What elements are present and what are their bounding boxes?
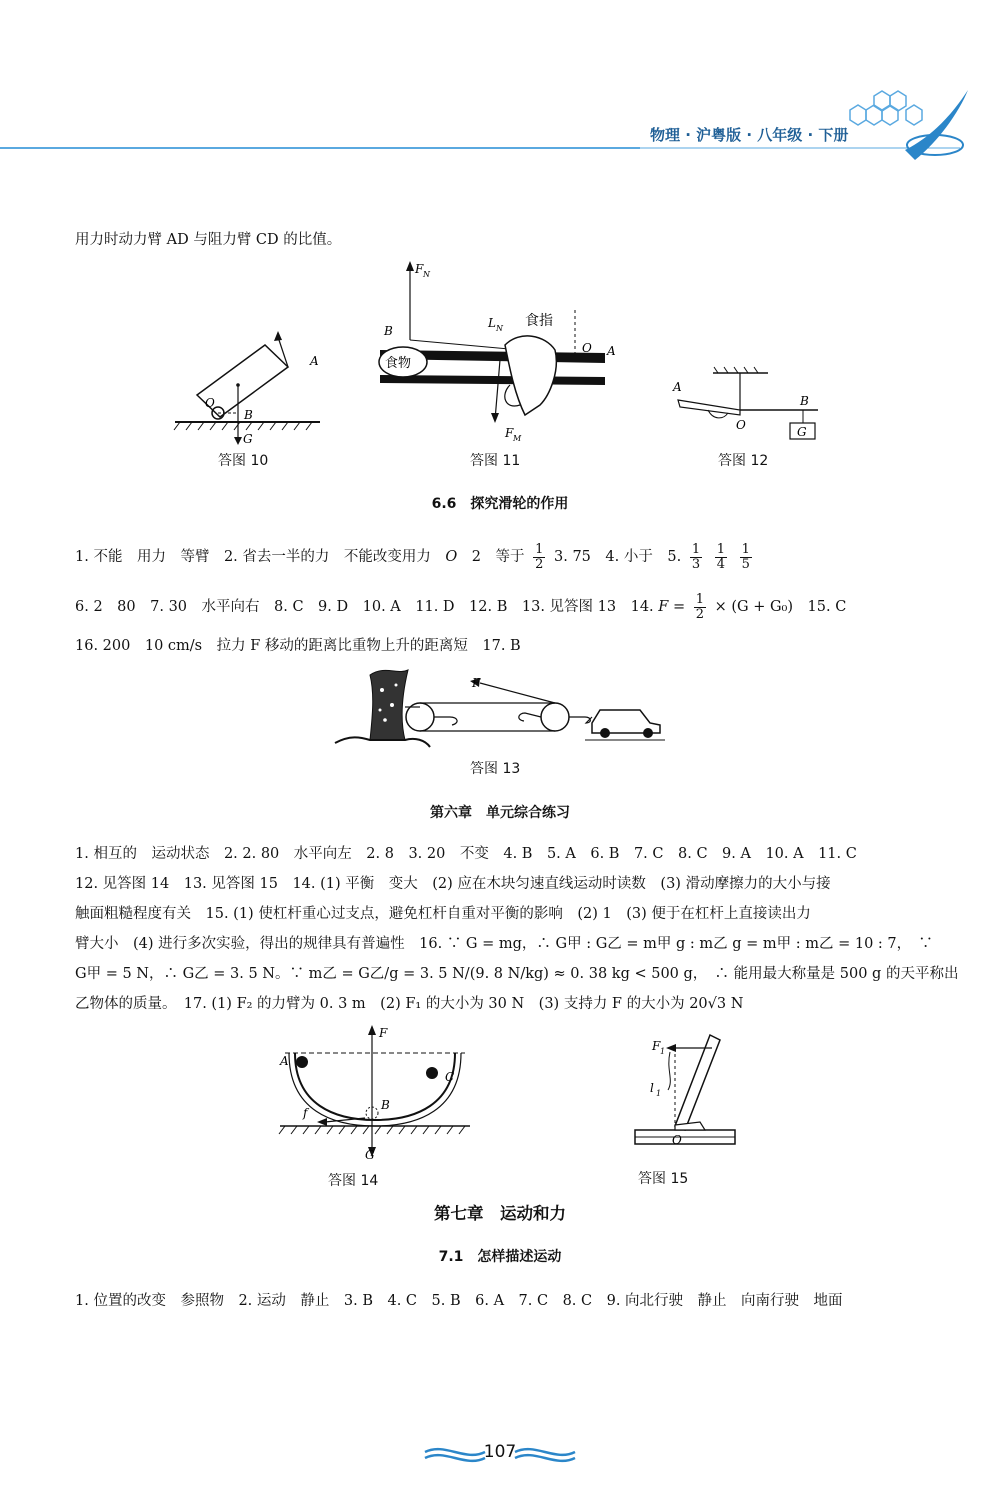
- figure-15: [630, 1030, 750, 1150]
- s66-line2-eq: =: [668, 599, 690, 615]
- s6u-line-2: 12. 见答图 14 13. 见答图 15 14. (1) 平衡 变大 (2) 应在木块匀速直线运动时读数 (3) 滑动摩擦力的大小与接: [75, 876, 831, 892]
- fig11-label-n: N: [423, 270, 430, 279]
- fig11-caption: 答图 11: [470, 453, 521, 469]
- fig14-label-f: F: [379, 1026, 388, 1040]
- fraction-1-3: $\frac{1}{3}$: [691, 541, 701, 572]
- fig12-label-o: O: [736, 418, 746, 432]
- section-unit-review-title: 第六章 单元综合练习: [430, 805, 570, 821]
- fig15-label-o: O: [672, 1133, 682, 1147]
- fraction-1-4: $\frac{1}{4}$: [716, 541, 725, 572]
- s6u-line-6: 乙物体的质量。 17. (1) F₂ 的力臂为 0. 3 m (2) F₁ 的大小为 30 N (3) 支持力 F 的大小为 20√3 N: [75, 996, 744, 1012]
- s6u-line-4: 臂大小 (4) 进行多次实验，得出的规律具有普遍性 16. ∵ G = mg，∴ G甲 : G乙 = m甲 g : m乙 g = m甲 : m乙 = 10 : 7， ∵: [75, 936, 933, 952]
- fraction-1-2-b: $\frac{1}{2}$: [695, 591, 704, 622]
- fig13-caption: 答图 13: [470, 761, 521, 777]
- fig15-label-l-sub: 1: [656, 1089, 662, 1098]
- fig11-label-l: L: [488, 316, 496, 330]
- page-number: 107: [483, 1442, 517, 1462]
- fig15-label-l: l: [650, 1081, 654, 1095]
- fig14-label-friction: f: [303, 1106, 308, 1120]
- s6u-line-5: G甲 = 5 N，∴ G乙 = 3. 5 N。∵ m乙 = G乙/g = 3. 5 N/(9. 8 N/kg) ≈ 0. 38 kg < 500 g， ∴ 能用最大称量是 500 g 的天平称出: [75, 966, 959, 982]
- fig11-label-food: 食物: [385, 356, 412, 371]
- figure-14: [275, 1025, 475, 1160]
- intro-text: 用力时动力臂 AD 与阻力臂 CD 的比值。: [75, 232, 342, 248]
- fig12-caption: 答图 12: [718, 453, 769, 469]
- fig10-label-a: A: [310, 354, 319, 368]
- fig11-label-o: O: [582, 341, 592, 355]
- s66-line-2: [75, 590, 846, 624]
- fig15-label-f-sub: 1: [660, 1047, 666, 1056]
- fig14-label-a: A: [280, 1054, 289, 1068]
- fig14-label-b: B: [381, 1098, 390, 1112]
- fig10-label-o: O: [205, 396, 215, 410]
- hexagon-decoration-icon: [850, 91, 922, 125]
- s66-line1-o: O: [445, 549, 458, 565]
- fig11-label-b: B: [384, 324, 393, 338]
- s66-line-1: [75, 540, 756, 574]
- fig10-label-g: G: [243, 432, 253, 446]
- s6u-line-1: 1. 相互的 运动状态 2. 2. 80 水平向左 2. 8 3. 20 不变 4. B 5. A 6. B 7. C 8. C 9. A 10. A 11. C: [75, 846, 857, 862]
- figure-11: [370, 255, 620, 445]
- fig14-label-g: G: [365, 1148, 375, 1162]
- s66-line2-a: 6. 2 80 7. 30 水平向右 8. C 9. D 10. A 11. D 12. B 13. 见答图 13 14.: [75, 599, 659, 615]
- s66-line2-f: F: [658, 599, 669, 615]
- fig11-label-m: M: [513, 434, 522, 443]
- header-rule: [0, 0, 1000, 160]
- fig11-label-finger: 食指: [525, 313, 553, 329]
- chapter-7-title: 第七章 运动和力: [434, 1204, 566, 1223]
- fig12-label-b: B: [800, 394, 809, 408]
- fig11-label-fm: F: [505, 426, 514, 440]
- fig11-label-ln: N: [496, 324, 503, 333]
- fig15-caption: 答图 15: [638, 1171, 689, 1187]
- fig12-label-g: G: [797, 425, 807, 439]
- figure-10: [170, 315, 330, 455]
- s66-line1-b: 2 等于: [457, 549, 525, 565]
- section-6-6-title: 6.6 探究滑轮的作用: [431, 496, 569, 512]
- fig15-label-f: F: [652, 1039, 661, 1053]
- fig10-label-b: B: [244, 408, 253, 422]
- figure-13: [330, 665, 670, 755]
- fraction-1-2: $\frac{1}{2}$: [535, 541, 544, 572]
- fig11-label-f: F: [415, 262, 424, 276]
- s6u-line-3: 触面粗糙程度有关 15. (1) 使杠杆重心过支点，避免杠杆自重对平衡的影响 (2) 1 (3) 便于在杠杆上直接读出力: [75, 906, 811, 922]
- fig10-caption: 答图 10: [218, 453, 269, 469]
- section-7-1-title: 7.1 怎样描述运动: [438, 1249, 562, 1265]
- fig14-label-c: C: [445, 1070, 455, 1084]
- fig14-caption: 答图 14: [328, 1173, 379, 1189]
- s66-line2-b: × (G + G₀) 15. C: [714, 599, 847, 615]
- s71-line-1: 1. 位置的改变 参照物 2. 运动 静止 3. B 4. C 5. B 6. A 7. C 8. C 9. 向北行驶 静止 向南行驶 地面: [75, 1293, 843, 1309]
- fig11-label-a: A: [607, 344, 616, 358]
- s66-line1-a: 1. 不能 用力 等臂 2. 省去一半的力 不能改变用力: [75, 549, 446, 565]
- fraction-1-5: $\frac{1}{5}$: [741, 541, 750, 572]
- figure-12: [668, 365, 838, 455]
- header-title: 物理 · 沪粤版 · 八年级 · 下册: [650, 126, 849, 144]
- s66-line-3: 16. 200 10 cm/s 拉力 F 移动的距离比重物上升的距离短 17. B: [75, 638, 521, 654]
- fig13-label-f: F: [472, 676, 481, 690]
- fig12-label-a: A: [673, 380, 682, 394]
- s66-line1-c: 3. 75 4. 小于 5.: [554, 549, 682, 565]
